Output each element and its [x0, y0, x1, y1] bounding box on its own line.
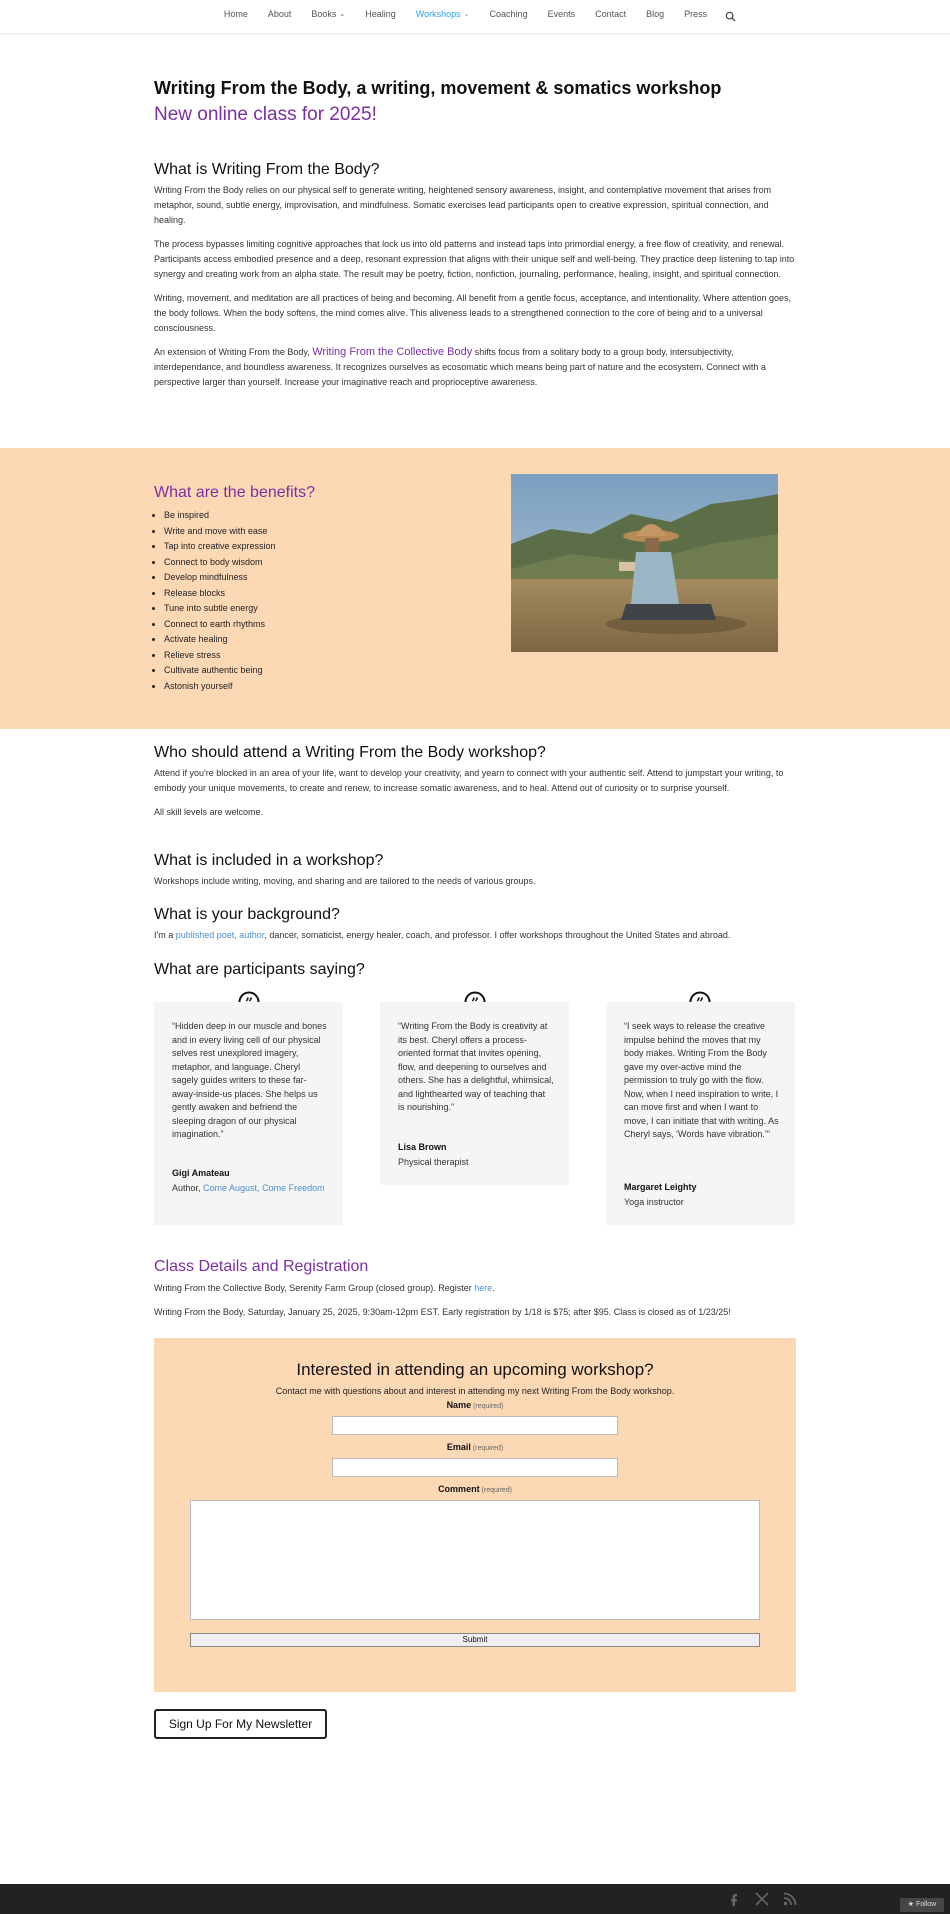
follow-label: Follow — [916, 1901, 937, 1908]
what-is-paragraph-4 — [154, 345, 796, 390]
included-section — [154, 851, 796, 889]
email-label-text: Email — [446, 1442, 471, 1452]
list-item: • Relieve stress — [164, 648, 276, 664]
included-heading: What is included in a workshop? — [154, 852, 384, 869]
testimonial-card-2 — [380, 1002, 569, 1185]
name-label — [154, 1400, 796, 1410]
class-details-section — [154, 1257, 796, 1320]
email-input[interactable] — [332, 1458, 618, 1477]
list-item: • Connect to earth rhythms — [164, 617, 276, 633]
rss-icon[interactable] — [782, 1891, 798, 1907]
list-item: • Tap into creative expression — [164, 539, 276, 555]
name-label-text: Name — [446, 1400, 472, 1410]
class-details-line-2: Writing From the Body, Saturday, January 25, 2025, 9:30am-12pm EST. Early registration by 1/18 is $75; after $95. Class is closed as of 1/23/25! — [154, 1307, 731, 1317]
testimonial-name: Gigi Amateau — [172, 1168, 230, 1178]
testimonials-heading: What are participants saying? — [154, 961, 365, 978]
top-navigation — [0, 0, 950, 34]
list-item: • Tune into subtle energy — [164, 601, 276, 617]
name-input[interactable] — [332, 1416, 618, 1435]
nav-blog[interactable]: Blog — [646, 9, 665, 19]
footer — [0, 1884, 950, 1914]
testimonial-quote: “Writing From the Body is creativity at its best. Cheryl offers a process-oriented format that invites opening, flow, and deepening to ourselves and others. She has a delightful, whimsical, and lighthearted way of teaching that is nourishing.” — [398, 1021, 554, 1112]
testimonial-card-3 — [606, 1002, 795, 1225]
facebook-icon[interactable] — [726, 1891, 742, 1907]
comment-textarea[interactable] — [190, 1500, 760, 1620]
included-paragraph: Workshops include writing, moving, and sharing and are tailored to the needs of various groups. — [154, 876, 536, 886]
p4-pre: An extension of Writing From the Body, — [154, 347, 313, 357]
woman-writing-in-field-photo — [511, 474, 778, 652]
nav-events[interactable]: Events — [547, 9, 576, 19]
background-pre: I'm a — [154, 930, 176, 940]
what-is-paragraph-2: The process bypasses limiting cognitive approaches that lock us into old patterns and instead taps into primordial energy, a free flow of creativity, and renewal. Participants access embodied presence and a deep, resonant expression that aligns with their unique self and well-being. They practice deep listening to tap into synergy and creating work from an alpha state. The result may be poetry, fiction, nonfiction, journaling, performance, healing, insight, and spiritual connection. — [154, 239, 795, 279]
collective-body-link[interactable]: Writing From the Collective Body — [312, 346, 473, 358]
nav-home[interactable]: Home — [223, 9, 248, 19]
nav-coaching[interactable]: Coaching — [489, 9, 528, 19]
page-subtitle: New online class for 2025! — [154, 104, 377, 125]
chevron-down-icon: ⌄ — [339, 11, 346, 18]
who-paragraph-1: Attend if you're blocked in an area of your life, want to develop your creativity, and yearn to connect with your authentic self. Attend to jumpstart your writing, to embody your unique movements, to create and renew, to increase somatic awareness, and to heal. Attend out of curiosity or to surprise yourself. — [154, 768, 784, 793]
what-is-heading: What is Writing From the Body? — [154, 161, 380, 178]
nav-workshops[interactable] — [416, 9, 470, 19]
nav-press[interactable]: Press — [684, 9, 708, 19]
cd-pre: Writing From the Collective Body, Serenity Farm Group (closed group). Register — [154, 1283, 475, 1293]
nav-about[interactable]: About — [267, 9, 292, 19]
testimonial-card-1 — [154, 1002, 343, 1225]
who-heading: Who should attend a Writing From the Body workshop? — [154, 744, 546, 761]
comment-label — [154, 1484, 796, 1494]
p4-post: shifts focus from a solitary body to a group body, intersubjectivity, interdependance, and boundless awareness. It recognizes ourselves as ecosomatic which means being part of nature and the ecosystem. Connect with a perspective larger than yourself. Increase your imaginative reach and proprioceptive awareness. — [154, 347, 766, 387]
nav-books[interactable] — [311, 9, 345, 19]
benefits-band — [0, 448, 950, 729]
background-section — [154, 905, 796, 943]
list-item: • Develop mindfulness — [164, 570, 276, 586]
come-august-link[interactable]: Come August, Come Freedom — [203, 1183, 325, 1193]
required-note: (required) — [472, 1445, 504, 1452]
form-subtitle: Contact me with questions about and interest in attending my next Writing From the Body workshop. — [275, 1386, 675, 1396]
role-pre: Author, — [172, 1183, 204, 1193]
required-note: (required) — [473, 1403, 504, 1410]
email-label — [154, 1442, 796, 1452]
who-paragraph-2: All skill levels are welcome. — [154, 807, 264, 817]
comment-label-text: Comment — [438, 1484, 480, 1494]
list-item: • Be inspired — [164, 508, 276, 524]
nav-menu — [0, 0, 950, 28]
x-twitter-icon[interactable] — [754, 1891, 770, 1907]
contact-form — [154, 1338, 796, 1692]
testimonials-heading-wrap — [154, 960, 796, 980]
page-title: Writing From the Body, a writing, movement & somatics workshop — [154, 78, 722, 98]
what-is-paragraph-3: Writing, movement, and meditation are all practices of being and becoming. All benefit from a gentle focus, acceptance, and intentionality. Where attention goes, the body follows. When the body softens, the mind comes alive. This aliveness leads to a strengthened connection to the core of being and to a universal consciousness. — [154, 293, 792, 333]
list-item: • Activate healing — [164, 632, 276, 648]
page-header — [154, 76, 796, 127]
cd-post: . — [492, 1283, 495, 1293]
list-item: • Connect to body wisdom — [164, 555, 276, 571]
list-item: • Astonish yourself — [164, 679, 276, 695]
class-details-line-1 — [154, 1281, 796, 1296]
follow-button[interactable]: ★ Follow — [900, 1898, 944, 1912]
nav-healing[interactable]: Healing — [365, 9, 396, 19]
required-note: (required) — [481, 1487, 512, 1494]
benefits-heading: What are the benefits? — [154, 484, 315, 501]
list-item: • Write and move with ease — [164, 524, 276, 540]
nav-workshops-label: Workshops — [415, 9, 461, 19]
testimonial-role: Physical therapist — [398, 1157, 469, 1167]
background-paragraph — [154, 928, 796, 943]
testimonial-quote: “I seek ways to release the creative impulse behind the moves that my body makes. Writing From the Body gave my over-active mind the permission to truly go with the flow. Now, when I need inspiration to write, I can move first and when I want to move, I can initiate that with writing. As Cheryl says, ‘Words have vibration.’” — [624, 1021, 779, 1139]
what-is-paragraph-1: Writing From the Body relies on our physical self to generate writing, heightened sensory awareness, insight, and contemplative movement that arises from metaphor, sound, subtle energy, improvisation, and mindfulness. Somatic exercises lead participants open to creative expression, spiritual connection, and healing. — [154, 185, 772, 225]
chevron-down-icon: ⌄ — [463, 11, 470, 18]
newsletter-signup-button[interactable]: Sign Up For My Newsletter — [154, 1709, 327, 1739]
list-item: • Release blocks — [164, 586, 276, 602]
benefits-list — [164, 508, 276, 694]
what-is-section — [154, 160, 796, 390]
register-here-link[interactable]: here — [474, 1283, 493, 1293]
form-title: Interested in attending an upcoming workshop? — [296, 1360, 654, 1379]
testimonial-name: Lisa Brown — [398, 1142, 447, 1152]
testimonial-role: Yoga instructor — [624, 1197, 684, 1207]
testimonial-name: Margaret Leighty — [624, 1182, 697, 1192]
who-section — [154, 743, 796, 820]
social-icons — [726, 1891, 798, 1907]
nav-contact[interactable]: Contact — [595, 9, 627, 19]
list-item: • Cultivate authentic being — [164, 663, 276, 679]
class-details-heading: Class Details and Registration — [154, 1258, 369, 1275]
search-icon[interactable] — [725, 9, 736, 20]
background-heading: What is your background? — [154, 906, 340, 923]
background-post: , dancer, somaticist, energy healer, coach, and professor. I offer workshops throughout the United States and abroad. — [264, 930, 731, 940]
testimonial-quote: “Hidden deep in our muscle and bones and in every living cell of our physical selves rest unexplored imagery, metaphor, and language. Cheryl sagely guides writers to these far-away-inside-us places. She helps us gently awaken and befriend the sleeping dragon of our physical imagination.” — [172, 1021, 327, 1139]
submit-button[interactable]: Submit — [190, 1633, 760, 1647]
published-poet-link[interactable]: published poet, author — [175, 930, 265, 940]
nav-books-label: Books — [311, 9, 337, 19]
testimonial-role — [172, 1182, 328, 1195]
